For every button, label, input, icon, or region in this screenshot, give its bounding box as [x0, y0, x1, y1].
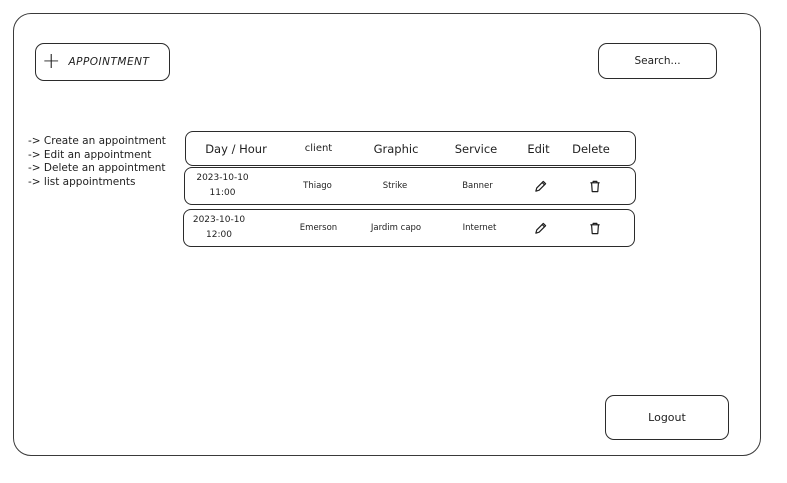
pencil-icon	[534, 222, 547, 235]
row-service: Internet	[462, 223, 497, 233]
table-row	[183, 209, 635, 247]
edit-button[interactable]	[515, 168, 565, 204]
trash-icon	[589, 180, 601, 193]
row-graphic: Jardim capo	[370, 223, 422, 233]
add-appointment-label: APPOINTMENT	[68, 56, 150, 68]
header-client: client	[304, 143, 333, 154]
search-input[interactable]: Search...	[598, 43, 717, 79]
row-date: 2023-10-10	[192, 215, 246, 225]
logout-button[interactable]: Logout	[605, 395, 729, 440]
row-client: Emerson	[299, 223, 338, 233]
row-time: 11:00	[209, 188, 236, 198]
row-client: Thiago	[303, 181, 332, 191]
row-time: 12:00	[206, 230, 232, 240]
row-day-hour	[184, 210, 254, 246]
feature-item: -> Edit an appointment	[28, 148, 152, 161]
header-edit: Edit	[527, 141, 550, 156]
row-day-hour	[185, 168, 260, 204]
edit-button[interactable]	[515, 210, 565, 246]
table-row	[184, 167, 636, 205]
trash-icon	[589, 222, 601, 235]
feature-item: -> Create an appointment	[28, 135, 166, 147]
plus-icon: +	[42, 49, 61, 74]
header-delete: Delete	[572, 141, 610, 156]
row-date: 2023-10-10	[196, 173, 249, 183]
row-service: Banner	[462, 181, 493, 191]
table-header	[185, 131, 636, 166]
delete-button[interactable]	[570, 168, 620, 204]
row-graphic: Strike	[382, 181, 408, 191]
feature-item: -> Delete an appointment	[28, 162, 166, 174]
pencil-icon	[534, 180, 547, 193]
header-day-hour: Day / Hour	[205, 141, 267, 156]
delete-button[interactable]	[570, 210, 620, 246]
header-graphic: Graphic	[373, 141, 419, 156]
header-service: Service	[454, 141, 498, 156]
feature-list	[28, 135, 166, 189]
feature-item: -> list appointments	[28, 175, 136, 188]
add-appointment-button[interactable]	[35, 43, 170, 81]
